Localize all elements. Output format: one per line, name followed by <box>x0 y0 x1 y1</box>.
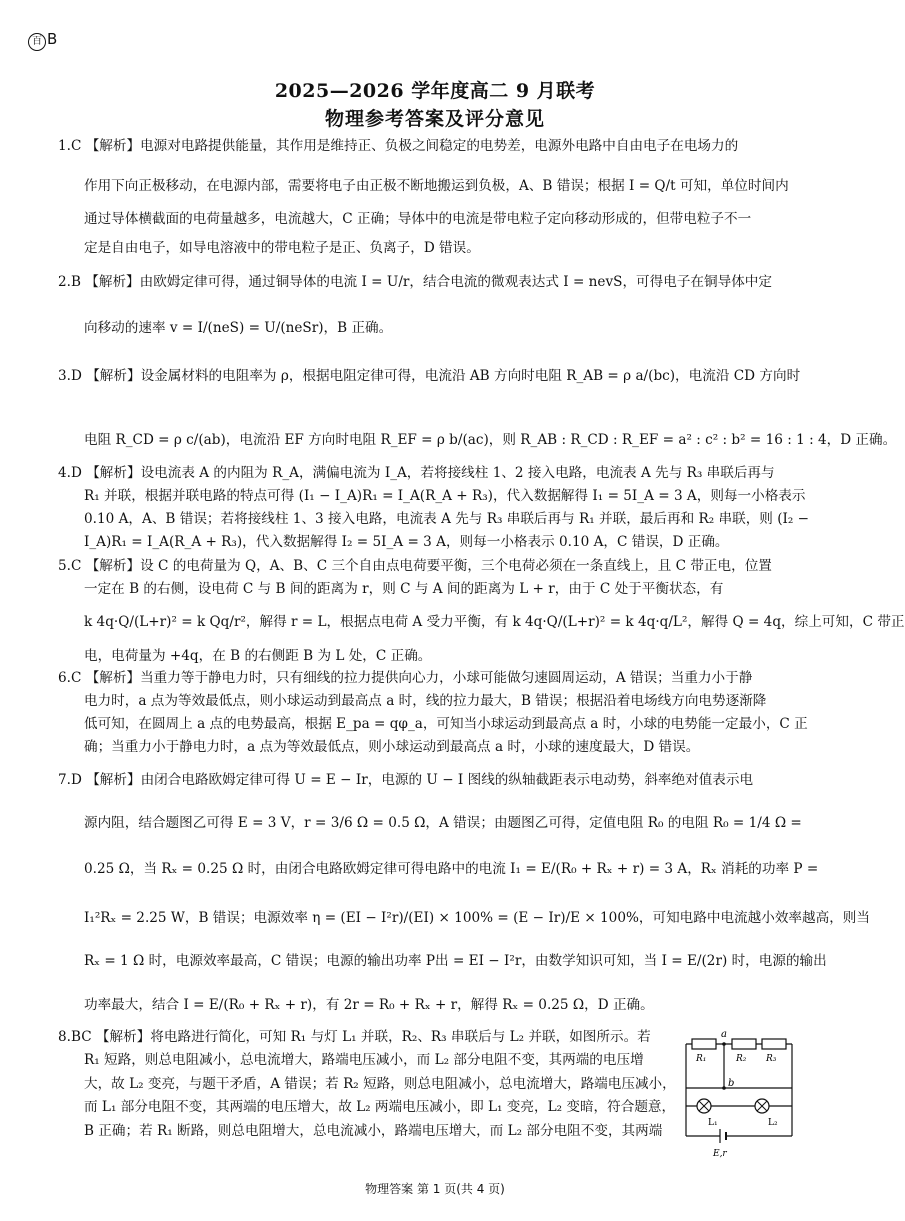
answer-7-line-3: 0.25 Ω，当 Rₓ = 0.25 Ω 时，由闭合电路欧姆定律可得电路中的电流 I₁ = E/(R₀ + Rₓ + r) = 3 A，Rₓ 消耗的功率 P = <box>84 861 819 877</box>
answer-6-line-4: 确；当重力小于静电力时，a 点为等效最低点，则小球运动到最高点 a 时，小球的速度最大，D 错误。 <box>84 739 700 755</box>
answer-8-line-3: 大，故 L₂ 变亮，与题干矛盾，A 错误；若 R₂ 短路，则总电阻减小，总电流增大，路端电压减小， <box>84 1076 676 1092</box>
resistor-r2-label: R₂ <box>736 1054 747 1064</box>
answer-8-line-5: B 正确；若 R₁ 断路，则总电阻增大，总电流减小，路端电压增大，而 L₂ 部分电阻不变，其两端 <box>84 1123 663 1139</box>
page-subtitle: 物理参考答案及评分意见 <box>324 108 545 130</box>
answer-8-line-1: 8.BC 【解析】将电路进行简化，可知 R₁ 与灯 L₁ 并联，R₂、R₃ 串联后与 L₂ 并联，如图所示。若 <box>58 1029 651 1045</box>
node-a-label: a <box>721 1029 727 1040</box>
source-label: E,r <box>713 1149 727 1159</box>
lamp-l1-label: L₁ <box>708 1118 718 1128</box>
circuit-diagram <box>676 1026 802 1160</box>
lamp-l2-shape <box>755 1099 769 1113</box>
edition-badge <box>28 30 57 51</box>
answer-5-line-4: 电，电荷量为 +4q，在 B 的右侧距 B 为 L 处，C 正确。 <box>84 648 432 664</box>
answer-4-line-4: I_A)R₁ = I_A(R_A + R₃)，代入数据解得 I₂ = 5I_A = 3 A，则每一小格表示 0.10 A，C 错误，D 正确。 <box>84 534 729 550</box>
answer-7-line-6: 功率最大，结合 I = E/(R₀ + Rₓ + r)，有 2r = R₀ + Rₓ + r，解得 Rₓ = 0.25 Ω，D 正确。 <box>84 997 654 1013</box>
answer-4-line-2: R₁ 并联，根据并联电路的特点可得 (I₁ − I_A)R₁ = I_A(R_A + R₃)，代入数据解得 I₁ = 5I_A = 3 A，则每一小格表示 <box>84 488 806 504</box>
answer-1-line-2: 作用下向正极移动，在电源内部，需要将电子由正极不断地搬运到负极，A、B 错误；根据 I = Q/t 可知，单位时间内 <box>84 178 789 194</box>
answer-7-line-1: 7.D 【解析】由闭合电路欧姆定律可得 U = E − Ir，电源的 U − I 图线的纵轴截距表示电动势，斜率绝对值表示电 <box>58 772 754 788</box>
resistor-r2-shape <box>732 1039 756 1049</box>
answer-2-line-1: 2.B 【解析】由欧姆定律可得，通过铜导体的电流 I = U/r，结合电流的微观表达式 I = nevS，可得电子在铜导体中定 <box>58 274 772 290</box>
answer-7-line-4: I₁²Rₓ = 2.25 W，B 错误；电源效率 η = (EI − I²r)/(EI) × 100% = (E − Ir)/E × 100%，可知电路中电流越小效率越高，则当 <box>84 910 870 926</box>
answer-5-line-2: 一定在 B 的右侧，设电荷 C 与 B 间的距离为 r，则 C 与 A 间的距离为 L + r，由于 C 处于平衡状态，有 <box>84 581 724 597</box>
answer-5-line-3: k 4q·Q/(L+r)² = k Qq/r²，解得 r = L，根据点电荷 A 受力平衡，有 k 4q·Q/(L+r)² = k 4q·q/L²，解得 Q = 4q，综上可知，C 带正 <box>84 614 905 630</box>
answer-4-line-3: 0.10 A，A、B 错误；若将接线柱 1、3 接入电路，电流表 A 先与 R₃ 串联后再与 R₁ 并联，最后再和 R₂ 串联，则 (I₂ − <box>84 511 810 527</box>
lamp-l2-label: L₂ <box>768 1118 778 1128</box>
answer-3-line-2: 电阻 R_CD = ρ c/(ab)，电流沿 EF 方向时电阻 R_EF = ρ b/(ac)，则 R_AB : R_CD : R_EF = a² : c² : b² = 16 : 1 : 4，D 正确。 <box>84 432 897 448</box>
answer-2-line-2: 向移动的速率 v = I/(neS) = U/(neSr)，B 正确。 <box>84 320 393 336</box>
answer-7-line-5: Rₓ = 1 Ω 时，电源效率最高，C 错误；电源的输出功率 P出 = EI − I²r，由数学知识可知，当 I = E/(2r) 时，电源的输出 <box>84 953 827 969</box>
page-title: 2025—2026 学年度高二 9 月联考 <box>274 80 596 102</box>
answer-7-line-2: 源内阻，结合题图乙可得 E = 3 V，r = 3/6 Ω = 0.5 Ω，A 错误；由题图乙可得，定值电阻 R₀ 的电阻 R₀ = 1/4 Ω = <box>84 815 802 831</box>
answer-8-line-4: 而 L₁ 部分电阻不变，其两端的电压增大，故 L₂ 两端电压减小，即 L₁ 变亮，L₂ 变暗，符合题意， <box>84 1099 676 1115</box>
resistor-r1-shape <box>692 1039 716 1049</box>
answer-5-line-1: 5.C 【解析】设 C 的电荷量为 Q，A、B、C 三个自由点电荷要平衡，三个电荷必须在一条直线上，且 C 带正电，位置 <box>58 558 772 574</box>
node-b-label: b <box>728 1078 735 1089</box>
answer-6-line-2: 电力时，a 点为等效最低点，则小球运动到最高点 a 时，线的拉力最大，B 错误；根据沿着电场线方向电势逐渐降 <box>84 693 767 709</box>
answer-6-line-1: 6.C 【解析】当重力等于静电力时，只有细线的拉力提供向心力，小球可能做匀速圆周运动，A 错误；当重力小于静 <box>58 670 753 686</box>
answer-8-line-2: R₁ 短路，则总电阻减小，总电流增大，路端电压减小，而 L₂ 部分电阻不变，其两端的电压增 <box>84 1052 644 1068</box>
resistor-r3-label: R₃ <box>766 1054 777 1064</box>
resistor-r1-label: R₁ <box>696 1054 707 1064</box>
answer-6-line-3: 低可知，在圆周上 a 点的电势最高，根据 E_pa = qφ_a，可知当小球运动到最高点 a 时，小球的电势能一定最小，C 正 <box>84 716 808 732</box>
edition-letter: B <box>47 30 58 48</box>
answer-1-line-3: 通过导体横截面的电荷量越多，电流越大，C 正确；导体中的电流是带电粒子定向移动形成的，但带电粒子不一 <box>84 211 752 227</box>
answer-3-line-1: 3.D 【解析】设金属材料的电阻率为 ρ，根据电阻定律可得，电流沿 AB 方向时电阻 R_AB = ρ a/(bc)，电流沿 CD 方向时 <box>58 368 801 384</box>
answer-1-line-1: 1.C 【解析】电源对电路提供能量，其作用是维持正、负极之间稳定的电势差，电源外电路中自由电子在电场力的 <box>58 138 739 154</box>
answer-4-line-1: 4.D 【解析】设电流表 A 的内阻为 R_A，满偏电流为 I_A，若将接线柱 1、2 接入电路，电流表 A 先与 R₃ 串联后再与 <box>58 465 775 481</box>
answer-1-line-4: 定是自由电子，如导电溶液中的带电粒子是正、负离子，D 错误。 <box>84 240 480 256</box>
battery-shape <box>720 1129 726 1143</box>
resistor-r3-shape <box>762 1039 786 1049</box>
lamp-l1-shape <box>697 1099 711 1113</box>
edition-circle-mark: 百 <box>28 33 46 51</box>
page-footer: 物理答案 第 1 页(共 4 页) <box>365 1182 505 1196</box>
